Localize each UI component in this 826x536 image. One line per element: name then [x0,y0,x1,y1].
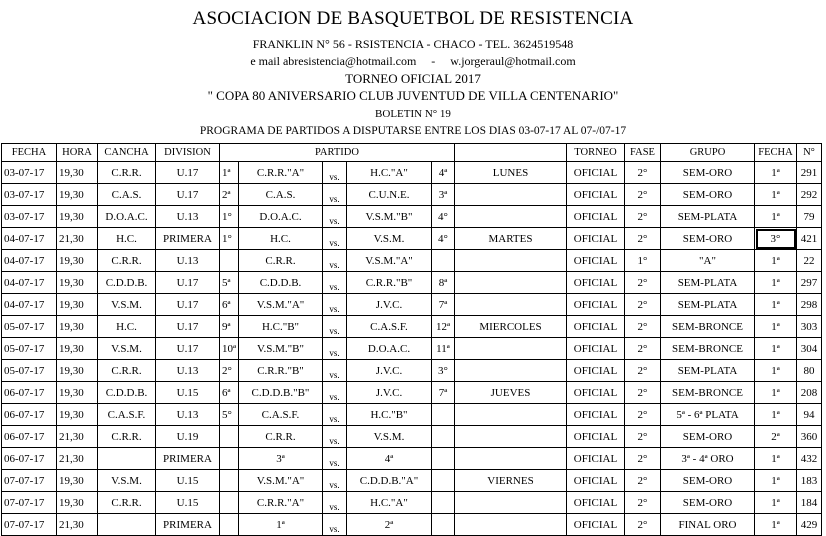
cell-fase: 2° [625,360,661,382]
cell-weekday: VIERNES [455,470,567,492]
table-row [2,162,822,184]
cell-grupo: SEM-ORO [661,492,755,514]
table-row [2,470,822,492]
cell-position-local [220,426,239,448]
cell-local-team: V.S.M."A" [239,470,323,492]
cell-hora: 21,30 [57,448,98,470]
cell-position-visitor: 12ª [432,316,455,338]
bulletin-number: BOLETIN N° 19 [375,108,451,120]
table-row [2,184,822,206]
cell-vs: vs. [323,250,347,272]
table-row [2,250,822,272]
cell-division: U.13 [156,404,220,426]
cell-position-visitor: 4ª [432,162,455,184]
cell-position-visitor: 8ª [432,272,455,294]
cell-hora: 19,30 [57,294,98,316]
cell-vs: vs. [323,316,347,338]
cell-local-team: C.R.R. [239,250,323,272]
cell-fecha-numero: 1ª [755,514,797,536]
cell-torneo: OFICIAL [567,382,625,404]
table-row [2,228,822,250]
cell-fecha: 06-07-17 [2,426,57,448]
cell-numero: 22 [797,250,822,272]
cell-torneo: OFICIAL [567,338,625,360]
page-title: ASOCIACION DE BASQUETBOL DE RESISTENCIA [192,8,634,29]
cell-division: U.17 [156,184,220,206]
cell-division: U.17 [156,338,220,360]
cell-weekday: JUEVES [455,382,567,404]
col-numero: N° [797,144,822,162]
table-row [2,294,822,316]
col-fase: FASE [625,144,661,162]
cell-hora: 19,30 [57,404,98,426]
cell-torneo: OFICIAL [567,360,625,382]
cell-fecha-numero: 1ª [755,448,797,470]
cell-hora: 19,30 [57,272,98,294]
cell-position-visitor [432,470,455,492]
cell-grupo: SEM-ORO [661,426,755,448]
cell-position-local [220,492,239,514]
cell-numero: 79 [797,206,822,228]
cell-grupo: SEM-PLATA [661,206,755,228]
cell-hora: 19,30 [57,316,98,338]
cell-numero: 432 [797,448,822,470]
cell-hora: 19,30 [57,470,98,492]
cell-torneo: OFICIAL [567,404,625,426]
cell-hora: 19,30 [57,360,98,382]
cell-torneo: OFICIAL [567,470,625,492]
col-hora: HORA [57,144,98,162]
cell-division: PRIMERA [156,448,220,470]
cell-local-team: C.R.R."A" [239,492,323,514]
cell-hora: 19,30 [57,250,98,272]
cell-fase: 2° [625,514,661,536]
table-row [2,404,822,426]
col-fecha-numero: FECHA [755,144,797,162]
cell-visitor-team: H.C."A" [347,492,432,514]
col-division: DIVISION [156,144,220,162]
email-line: e mail abresistencia@hotmail.com - w.jorgeraul@hotmail.com [250,54,576,68]
cell-numero: 183 [797,470,822,492]
cell-vs: vs. [323,492,347,514]
cell-grupo: SEM-PLATA [661,294,755,316]
cell-torneo: OFICIAL [567,316,625,338]
cell-torneo: OFICIAL [567,184,625,206]
cell-numero: 360 [797,426,822,448]
cell-visitor-team: C.U.N.E. [347,184,432,206]
cell-hora: 19,30 [57,382,98,404]
tournament-title: TORNEO OFICIAL 2017 [345,71,481,86]
cell-position-local: 1ª [220,162,239,184]
cell-fecha: 07-07-17 [2,492,57,514]
cell-position-visitor: 3ª [432,184,455,206]
cell-hora: 19,30 [57,492,98,514]
cell-vs: vs. [323,382,347,404]
table-row [2,360,822,382]
cell-position-local: 1° [220,228,239,250]
col-torneo: TORNEO [567,144,625,162]
cell-visitor-team: V.S.M."A" [347,250,432,272]
cell-visitor-team: C.R.R."B" [347,272,432,294]
cell-fecha-numero: 1ª [755,206,797,228]
cell-local-team: 1ª [239,514,323,536]
cell-grupo: 3ª - 4ª ORO [661,448,755,470]
cell-visitor-team: J.V.C. [347,294,432,316]
cell-grupo: SEM-BRONCE [661,338,755,360]
table-row [2,492,822,514]
cell-division: PRIMERA [156,514,220,536]
cell-torneo: OFICIAL [567,250,625,272]
cell-grupo: FINAL ORO [661,514,755,536]
cell-cancha: V.S.M. [98,470,156,492]
cell-position-visitor: 3° [432,360,455,382]
cell-division: U.15 [156,492,220,514]
cell-fecha: 06-07-17 [2,382,57,404]
cell-local-team: C.R.R."A" [239,162,323,184]
cell-position-visitor [432,448,455,470]
cell-fecha: 04-07-17 [2,250,57,272]
cell-position-local [220,514,239,536]
cell-fase: 2° [625,448,661,470]
cell-weekday [455,272,567,294]
cell-vs: vs. [323,228,347,250]
cell-hora: 19,30 [57,184,98,206]
col-cancha: CANCHA [98,144,156,162]
program-description: PROGRAMA DE PARTIDOS A DISPUTARSE ENTRE LOS DIAS 03-07-17 AL 07-/07-17 [199,125,627,137]
cell-position-visitor [432,426,455,448]
cell-numero: 94 [797,404,822,426]
table-row [2,426,822,448]
address-line: FRANKLIN N° 56 - RSISTENCIA - CHACO - TEL. 3624519548 [252,37,574,51]
cell-torneo: OFICIAL [567,162,625,184]
cell-cancha [98,448,156,470]
cell-vs: vs. [323,470,347,492]
cell-fecha: 07-07-17 [2,514,57,536]
cell-torneo: OFICIAL [567,294,625,316]
cell-local-team: H.C. [239,228,323,250]
cell-fecha-numero: 1ª [755,338,797,360]
cell-fecha: 03-07-17 [2,184,57,206]
cell-numero: 291 [797,162,822,184]
cell-numero: 303 [797,316,822,338]
cell-weekday [455,448,567,470]
cell-fecha: 04-07-17 [2,272,57,294]
cell-hora: 19,30 [57,338,98,360]
cell-position-local: 6ª [220,382,239,404]
cell-fecha-numero[interactable]: 3° [755,228,797,250]
cell-division: U.17 [156,162,220,184]
cell-cancha: H.C. [98,228,156,250]
cell-local-team: C.D.D.B."B" [239,382,323,404]
cell-position-local: 5° [220,404,239,426]
cell-numero: 429 [797,514,822,536]
cell-weekday [455,184,567,206]
table-row [2,316,822,338]
cell-fecha: 05-07-17 [2,316,57,338]
cell-visitor-team: C.A.S.F. [347,316,432,338]
cell-hora: 19,30 [57,162,98,184]
cell-visitor-team: V.S.M."B" [347,206,432,228]
cell-position-visitor [432,492,455,514]
cell-fase: 2° [625,492,661,514]
cell-position-local [220,448,239,470]
cell-numero: 80 [797,360,822,382]
cell-grupo: SEM-BRONCE [661,316,755,338]
table-row [2,338,822,360]
cell-vs: vs. [323,360,347,382]
cell-weekday [455,514,567,536]
cell-division: PRIMERA [156,228,220,250]
cell-fase: 2° [625,228,661,250]
cell-position-local: 5ª [220,272,239,294]
cell-visitor-team: C.D.D.B."A" [347,470,432,492]
cell-position-visitor: 11ª [432,338,455,360]
cell-torneo: OFICIAL [567,514,625,536]
cell-division: U.15 [156,470,220,492]
cell-visitor-team: J.V.C. [347,382,432,404]
cell-fecha-numero: 1ª [755,382,797,404]
cell-visitor-team: V.S.M. [347,426,432,448]
cell-numero: 298 [797,294,822,316]
cell-fase: 2° [625,404,661,426]
cell-local-team: D.O.A.C. [239,206,323,228]
cell-local-team: 3ª [239,448,323,470]
cell-division: U.17 [156,316,220,338]
cell-cancha: C.D.D.B. [98,272,156,294]
cell-fecha-numero: 1ª [755,250,797,272]
col-grupo: GRUPO [661,144,755,162]
cell-fecha: 04-07-17 [2,228,57,250]
table-row [2,206,822,228]
cell-visitor-team: 4ª [347,448,432,470]
cell-local-team: V.S.M."B" [239,338,323,360]
cell-local-team: C.A.S. [239,184,323,206]
cell-local-team: C.D.D.B. [239,272,323,294]
cell-division: U.13 [156,360,220,382]
cell-fecha: 05-07-17 [2,360,57,382]
cell-cancha [98,514,156,536]
cell-fecha-numero: 1ª [755,360,797,382]
cell-cancha: C.D.D.B. [98,382,156,404]
cell-fase: 2° [625,162,661,184]
cell-division: U.17 [156,294,220,316]
cell-weekday [455,492,567,514]
cell-fecha: 03-07-17 [2,206,57,228]
cell-position-local: 10ª [220,338,239,360]
cell-local-team: H.C."B" [239,316,323,338]
cell-vs: vs. [323,514,347,536]
cell-visitor-team: 2ª [347,514,432,536]
cell-weekday [455,250,567,272]
cell-weekday [455,338,567,360]
cell-cancha: C.R.R. [98,162,156,184]
cell-fase: 2° [625,316,661,338]
cell-torneo: OFICIAL [567,448,625,470]
cell-fecha-numero: 1ª [755,316,797,338]
cell-position-local: 2ª [220,184,239,206]
cell-grupo: SEM-ORO [661,184,755,206]
cell-visitor-team: J.V.C. [347,360,432,382]
cell-visitor-team: D.O.A.C. [347,338,432,360]
cell-fecha: 04-07-17 [2,294,57,316]
cell-numero: 208 [797,382,822,404]
cell-weekday [455,404,567,426]
cell-torneo: OFICIAL [567,426,625,448]
cell-fase: 2° [625,294,661,316]
cell-torneo: OFICIAL [567,272,625,294]
cell-cancha: H.C. [98,316,156,338]
cell-local-team: C.A.S.F. [239,404,323,426]
cell-numero: 304 [797,338,822,360]
cell-position-visitor: 4° [432,206,455,228]
cell-position-visitor: 4° [432,228,455,250]
cell-local-team: C.R.R."B" [239,360,323,382]
cell-weekday [455,206,567,228]
cell-fecha-numero: 1ª [755,184,797,206]
cell-position-local: 1° [220,206,239,228]
cell-vs: vs. [323,338,347,360]
cell-cancha: C.R.R. [98,492,156,514]
cell-vs: vs. [323,206,347,228]
cell-fecha-numero: 1ª [755,294,797,316]
cell-fase: 2° [625,470,661,492]
table-row [2,448,822,470]
cell-position-local: 2° [220,360,239,382]
cell-position-visitor: 7ª [432,294,455,316]
cell-fecha: 06-07-17 [2,404,57,426]
cell-cancha: C.A.S.F. [98,404,156,426]
match-schedule-table [1,143,822,536]
cell-fecha: 07-07-17 [2,470,57,492]
cell-vs: vs. [323,294,347,316]
cell-torneo: OFICIAL [567,228,625,250]
cell-numero: 292 [797,184,822,206]
cell-fecha: 06-07-17 [2,448,57,470]
cell-cancha: D.O.A.C. [98,206,156,228]
cell-grupo: SEM-PLATA [661,272,755,294]
cell-cancha: V.S.M. [98,338,156,360]
cell-torneo: OFICIAL [567,206,625,228]
cell-position-visitor [432,514,455,536]
cell-visitor-team: V.S.M. [347,228,432,250]
cell-vs: vs. [323,162,347,184]
cell-visitor-team: H.C."A" [347,162,432,184]
table-row [2,272,822,294]
cell-division: U.13 [156,206,220,228]
cell-division: U.13 [156,250,220,272]
cell-numero: 421 [797,228,822,250]
cell-vs: vs. [323,272,347,294]
cell-position-local [220,470,239,492]
cell-position-local: 6ª [220,294,239,316]
cell-grupo: SEM-PLATA [661,360,755,382]
cell-division: U.17 [156,272,220,294]
table-row [2,514,822,536]
cell-fase: 2° [625,206,661,228]
cup-title: " COPA 80 ANIVERSARIO CLUB JUVENTUD DE VILLA CENTENARIO" [207,88,619,103]
cell-fecha: 03-07-17 [2,162,57,184]
cell-fase: 2° [625,272,661,294]
cell-weekday [455,294,567,316]
cell-grupo: SEM-BRONCE [661,382,755,404]
cell-fecha-numero: 1ª [755,404,797,426]
cell-cancha: C.R.R. [98,426,156,448]
cell-fase: 2° [625,184,661,206]
cell-vs: vs. [323,448,347,470]
cell-fecha-numero: 1ª [755,470,797,492]
cell-fecha-numero: 1ª [755,272,797,294]
cell-torneo: OFICIAL [567,492,625,514]
cell-fecha: 05-07-17 [2,338,57,360]
cell-cancha: V.S.M. [98,294,156,316]
cell-grupo: SEM-ORO [661,228,755,250]
cell-fase: 1° [625,250,661,272]
table-header-row [2,144,822,162]
col-dia [455,144,567,162]
cell-position-local [220,250,239,272]
cell-grupo: SEM-ORO [661,162,755,184]
cell-vs: vs. [323,184,347,206]
cell-hora: 21,30 [57,426,98,448]
cell-cancha: C.R.R. [98,360,156,382]
cell-fase: 2° [625,426,661,448]
cell-division: U.15 [156,382,220,404]
cell-position-local: 9ª [220,316,239,338]
cell-weekday [455,360,567,382]
cell-local-team: V.S.M."A" [239,294,323,316]
cell-cancha: C.R.R. [98,250,156,272]
cell-hora: 21,30 [57,514,98,536]
cell-weekday [455,426,567,448]
cell-vs: vs. [323,426,347,448]
cell-fase: 2° [625,382,661,404]
cell-visitor-team: H.C."B" [347,404,432,426]
cell-position-visitor: 7ª [432,382,455,404]
cell-hora: 21,30 [57,228,98,250]
cell-position-visitor [432,250,455,272]
cell-hora: 19,30 [57,206,98,228]
table-row [2,382,822,404]
cell-weekday: LUNES [455,162,567,184]
cell-local-team: C.R.R. [239,426,323,448]
cell-position-visitor [432,404,455,426]
cell-grupo: SEM-ORO [661,470,755,492]
cell-weekday: MARTES [455,228,567,250]
cell-grupo: 5ª - 6ª PLATA [661,404,755,426]
cell-fecha-numero: 1ª [755,492,797,514]
cell-fecha-numero: 2ª [755,426,797,448]
cell-vs: vs. [323,404,347,426]
cell-grupo: "A" [661,250,755,272]
cell-fecha-numero: 1ª [755,162,797,184]
cell-fase: 2° [625,338,661,360]
cell-numero: 297 [797,272,822,294]
cell-numero: 184 [797,492,822,514]
cell-division: U.19 [156,426,220,448]
col-fecha: FECHA [2,144,57,162]
cell-cancha: C.A.S. [98,184,156,206]
col-partido: PARTIDO [220,144,455,162]
cell-weekday: MIERCOLES [455,316,567,338]
